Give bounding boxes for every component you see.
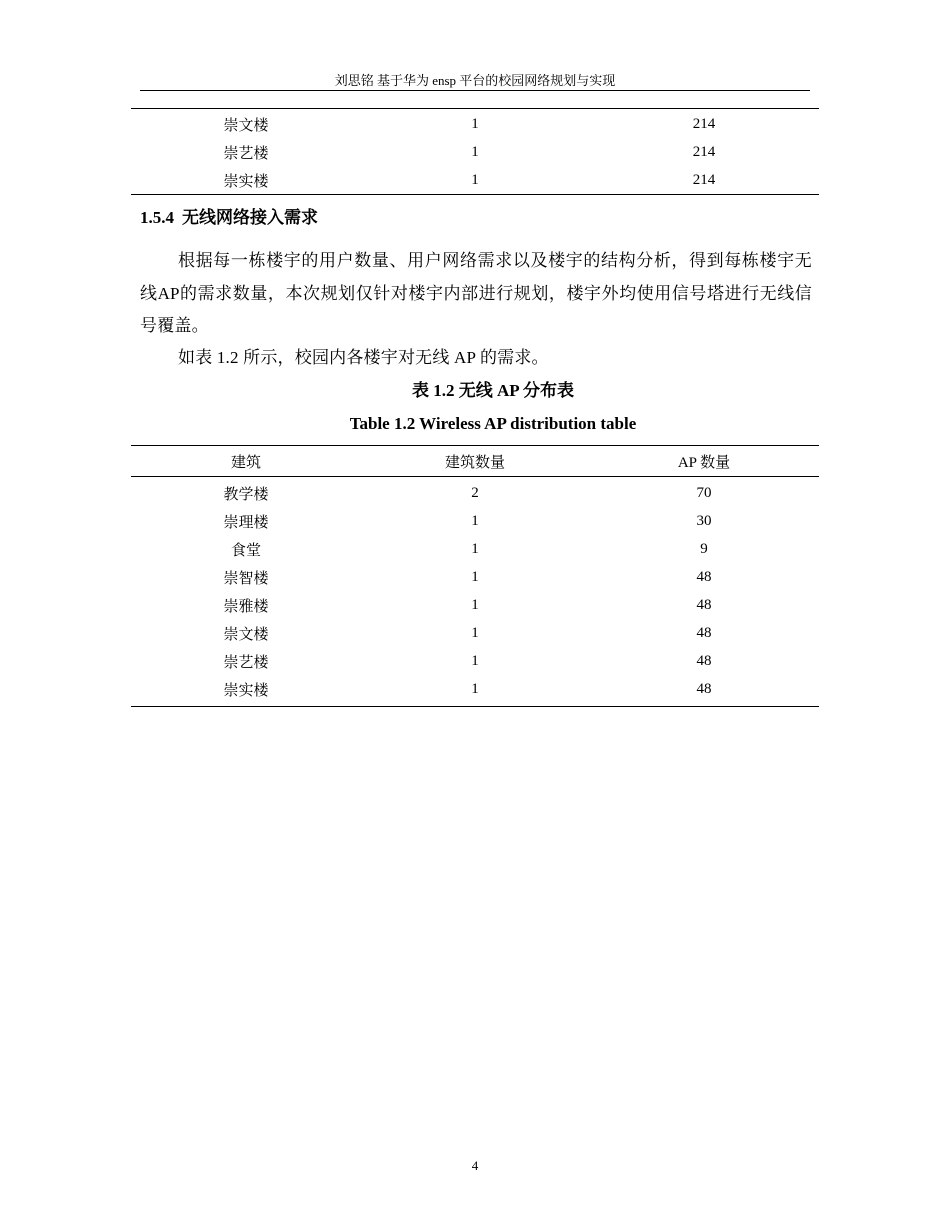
table-row <box>131 619 819 647</box>
section-number: 1.5.4 <box>140 208 174 227</box>
column-header: 建筑数量 <box>361 446 589 477</box>
table-cell: 崇艺楼 <box>223 654 269 671</box>
table-cell: 崇文楼 <box>223 117 269 134</box>
table-cell: 崇文楼 <box>223 626 269 643</box>
table-cell: 崇艺楼 <box>223 145 269 162</box>
table-cell: 食堂 <box>230 542 261 559</box>
continued-table <box>131 108 819 195</box>
table-row <box>131 138 819 166</box>
table-cell: 70 <box>696 484 712 501</box>
table-cell: 1 <box>471 680 479 697</box>
table-cell: 48 <box>696 596 712 613</box>
body-paragraph: 如表 1.2 所示，校园内各楼宇对无线 AP 的需求。 <box>178 348 549 367</box>
table-row <box>131 477 819 508</box>
table-cell: 教学楼 <box>223 486 269 503</box>
table-cell: 1 <box>471 624 479 641</box>
section-heading <box>140 206 318 230</box>
table-row <box>131 109 819 139</box>
table-cell: 214 <box>692 143 716 160</box>
table-cell: 1 <box>471 171 479 188</box>
table-cell: 1 <box>471 512 479 529</box>
table-cell: 2 <box>471 484 479 501</box>
table-cell: 1 <box>471 568 479 585</box>
table-row <box>131 507 819 535</box>
running-header: 刘思铭 基于华为 ensp 平台的校园网络规划与实现 <box>334 73 616 88</box>
table-cell: 1 <box>471 596 479 613</box>
table-caption-english: Table 1.2 Wireless AP distribution table <box>349 414 637 433</box>
column-header: 建筑 <box>131 446 361 477</box>
ap-distribution-table <box>131 445 819 707</box>
body-paragraph: 根据每一栋楼宇的用户数量、用户网络需求以及楼宇的结构分析，得到每栋楼宇无线AP的需求数量，本次规划仅针对楼宇内部进行规划，楼宇外均使用信号塔进行无线信号覆盖。 <box>140 251 812 335</box>
table-row <box>131 647 819 675</box>
section-title: 无线网络接入需求 <box>182 208 318 227</box>
table-cell: 1 <box>471 115 479 132</box>
table-row <box>131 166 819 195</box>
table-header-row <box>131 446 819 477</box>
column-header: AP 数量 <box>589 446 819 477</box>
table-cell: 崇雅楼 <box>223 598 269 615</box>
table-cell: 48 <box>696 568 712 585</box>
table-cell: 48 <box>696 652 712 669</box>
table-cell: 崇理楼 <box>223 514 269 531</box>
table-cell: 崇实楼 <box>223 173 269 190</box>
table-row <box>131 675 819 707</box>
table-row <box>131 535 819 563</box>
table-cell: 1 <box>471 652 479 669</box>
table-row <box>131 563 819 591</box>
table-cell: 1 <box>471 143 479 160</box>
table-row <box>131 591 819 619</box>
header-rule <box>140 90 810 91</box>
table-cell: 9 <box>700 540 708 557</box>
table-cell: 48 <box>696 624 712 641</box>
table-cell: 214 <box>692 115 716 132</box>
table-cell: 30 <box>696 512 712 529</box>
table-cell: 崇智楼 <box>223 570 269 587</box>
table-cell: 48 <box>696 680 712 697</box>
page-number: 4 <box>471 1158 479 1173</box>
table-cell: 214 <box>692 171 716 188</box>
table-caption-chinese: 表 1.2 无线 AP 分布表 <box>412 381 574 400</box>
table-cell: 崇实楼 <box>223 682 269 699</box>
table-cell: 1 <box>471 540 479 557</box>
